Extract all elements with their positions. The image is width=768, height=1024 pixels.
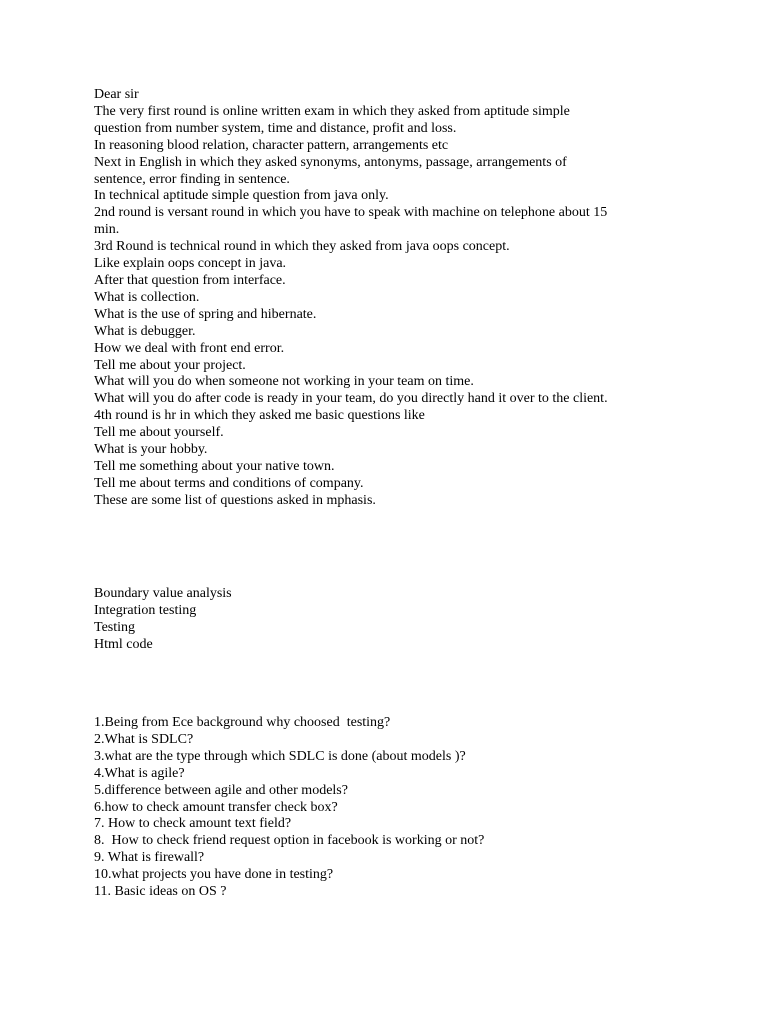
text-line: 11. Basic ideas on OS ? [94,884,227,900]
text-line: 10.what projects you have done in testing? [94,867,334,883]
text-line: 5.difference between agile and other models? [94,782,348,798]
text-line: What is debugger. [94,323,196,339]
text-line: 2nd round is versant round in which you have to speak with machine on telephone about 15 [94,205,608,221]
text-line: Next in English in which they asked synonyms, antonyms, passage, arrangements of [94,154,567,170]
text-line: 4th round is hr in which they asked me basic questions like [94,408,425,424]
questions-list [94,715,694,901]
text-line: Boundary value analysis [94,586,232,601]
text-line: Testing [94,619,136,635]
text-line: question from number system, time and distance, profit and loss. [94,120,457,136]
text-line: 2.What is SDLC? [94,731,194,747]
text-line: Tell me something about your native town. [94,458,335,474]
text-line: What is your hobby. [94,442,208,458]
text-line: 3.what are the type through which SDLC is done (about models )? [94,748,466,764]
text-line: What will you do when someone not working in your team on time. [94,374,474,390]
text-line: What will you do after code is ready in your team, do you directly hand it over to the client. [94,391,608,407]
text-line: Tell me about your project. [94,357,246,373]
topics-list [94,586,694,654]
text-line: 7. How to check amount text field? [94,816,292,832]
text-line: 3rd Round is technical round in which they asked from java oops concept. [94,239,510,255]
text-line: The very first round is online written exam in which they asked from aptitude simple [94,103,570,119]
text-line: In technical aptitude simple question from java only. [94,188,389,204]
text-line: sentence, error finding in sentence. [94,171,290,187]
text-line: After that question from interface. [94,272,286,288]
text-line: Html code [94,636,153,652]
text-line: 4.What is agile? [94,765,185,781]
text-line: min. [94,222,120,238]
text-line: These are some list of questions asked in mphasis. [94,492,376,508]
text-line: 9. What is firewall? [94,850,205,866]
text-line: In reasoning blood relation, character pattern, arrangements etc [94,137,449,153]
interview-narrative [94,87,694,510]
text-line: 8. How to check friend request option in facebook is working or not? [94,833,485,849]
text-line: 6.how to check amount transfer check box? [94,799,338,815]
text-line: What is the use of spring and hibernate. [94,306,317,322]
text-line: Like explain oops concept in java. [94,256,287,272]
text-line: 1.Being from Ece background why choosed testing? [94,715,391,730]
text-line: What is collection. [94,289,200,305]
text-line: Integration testing [94,602,197,618]
text-line: Dear sir [94,87,139,102]
text-line: Tell me about yourself. [94,425,224,441]
text-line: Tell me about terms and conditions of company. [94,475,364,491]
text-line: How we deal with front end error. [94,340,285,356]
